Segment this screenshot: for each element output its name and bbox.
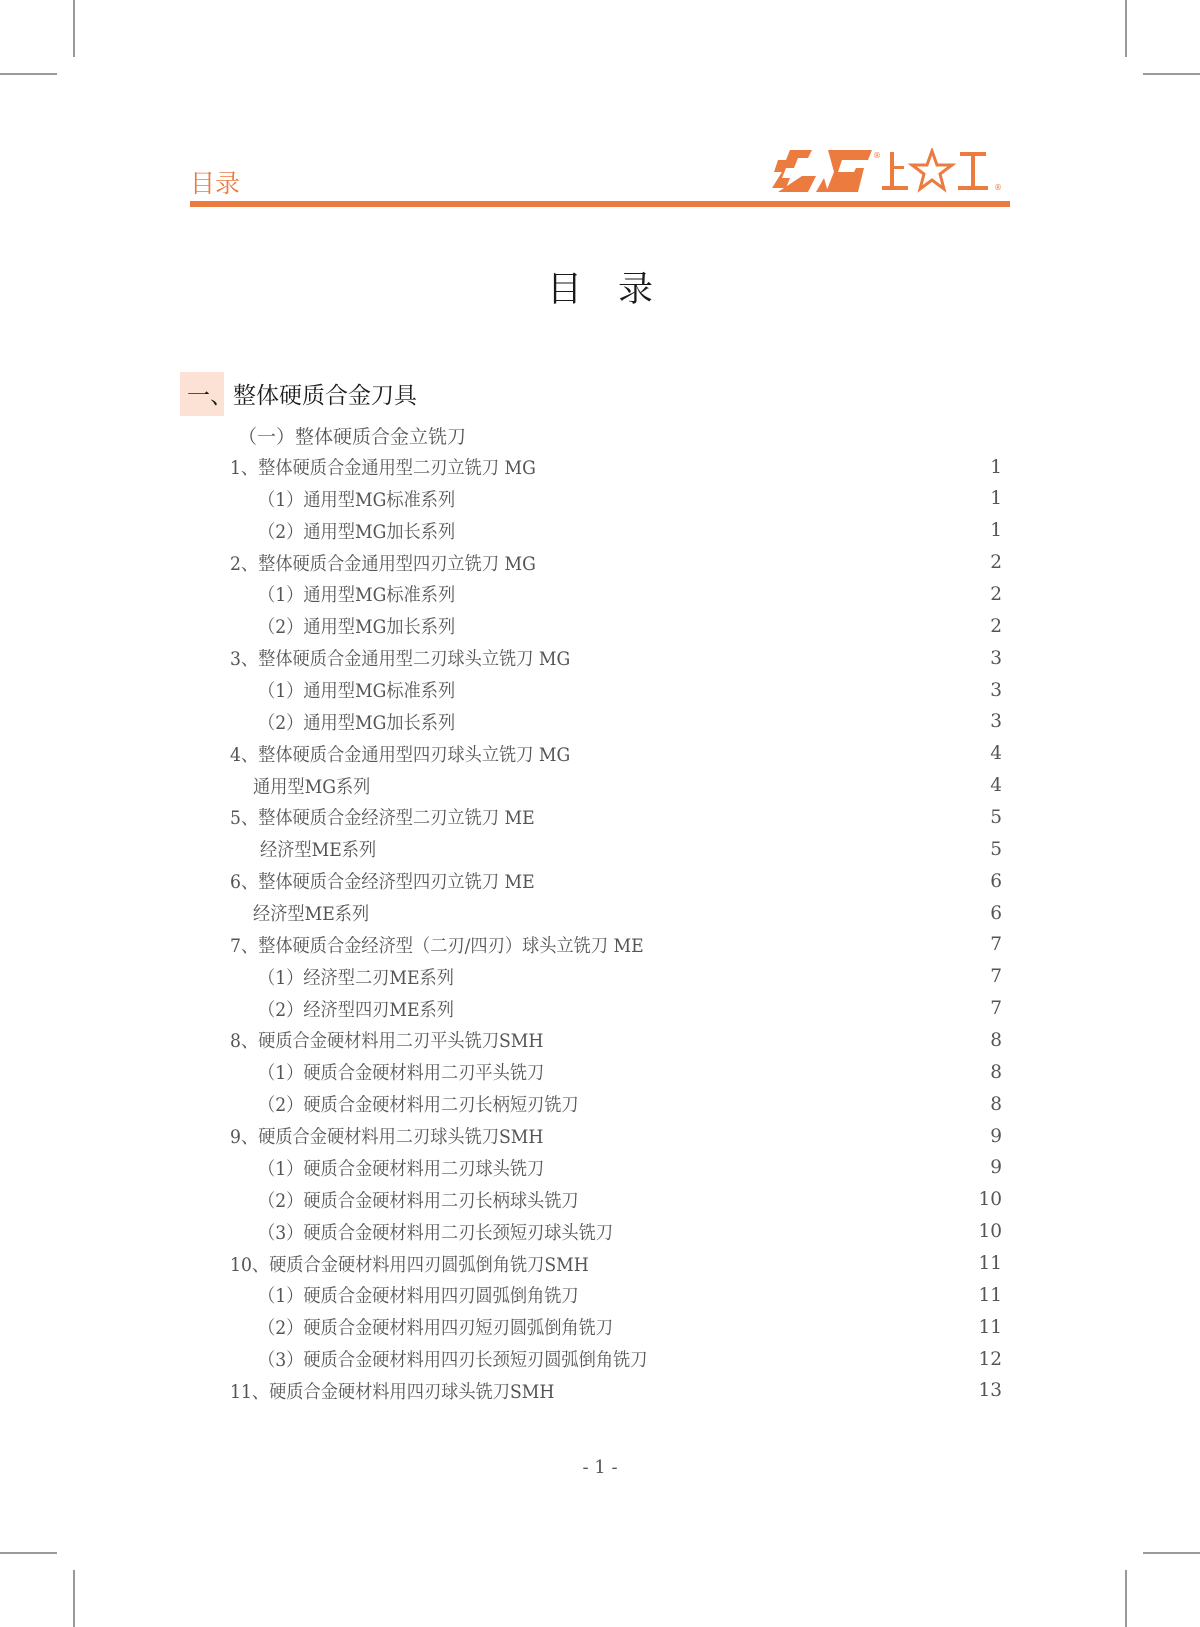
- toc-leader-dots: [459, 706, 970, 738]
- toc-page-number: 3: [990, 679, 1002, 701]
- toc-page-number: 1: [990, 488, 1002, 510]
- toc-page-number: 7: [990, 998, 1002, 1020]
- toc-entry-label: （3）硬质合金硬材料用四刃长颈短刃圆弧倒角铣刀: [258, 1350, 648, 1372]
- toc-page-number: 13: [978, 1380, 1002, 1402]
- toc-leader-dots: [548, 1056, 988, 1088]
- sg-logo-icon: [772, 150, 872, 192]
- toc-entry-label: （1）通用型MG标准系列: [258, 681, 456, 703]
- subsection-heading: （一）整体硬质合金立铣刀: [238, 426, 467, 448]
- toc-entry-label: 2、整体硬质合金通用型四刃立铣刀 MG: [230, 553, 536, 575]
- svg-text:®: ®: [873, 151, 881, 160]
- toc-page-number: 11: [978, 1316, 1002, 1338]
- toc-leader-dots: [547, 1120, 988, 1152]
- toc-leader-dots: [538, 865, 970, 897]
- toc-entry-label: （1）硬质合金硬材料用二刃平头铣刀: [258, 1063, 545, 1085]
- toc-entry[interactable]: [230, 1248, 1002, 1280]
- toc-entry[interactable]: [258, 993, 1002, 1025]
- toc-entry-label: 11、硬质合金硬材料用四刃球头铣刀SMH: [230, 1381, 555, 1403]
- toc-page-number: 4: [990, 743, 1002, 765]
- toc-page-number: 10: [978, 1189, 1002, 1211]
- toc-leader-dots: [459, 610, 970, 642]
- crop-mark-tr-v: [1125, 0, 1127, 57]
- toc-entry-label: 经济型ME系列: [260, 840, 377, 862]
- toc-leader-dots: [617, 1216, 961, 1248]
- toc-entry[interactable]: [258, 483, 1002, 515]
- toc-entry-label: 8、硬质合金硬材料用二刃平头铣刀SMH: [230, 1031, 544, 1053]
- toc-entry-label: 5、整体硬质合金经济型二刃立铣刀 ME: [230, 808, 535, 830]
- toc-page-number: 5: [990, 838, 1002, 860]
- toc-leader-dots: [547, 1024, 988, 1056]
- toc-page-number: 4: [990, 775, 1002, 797]
- toc-entry-label: （3）硬质合金硬材料用二刃长颈短刃球头铣刀: [258, 1222, 614, 1244]
- toc-leader-dots: [574, 738, 970, 770]
- toc-page-number: 1: [990, 456, 1002, 478]
- toc-entry[interactable]: [258, 1184, 1002, 1216]
- toc-leader-dots: [538, 801, 970, 833]
- svg-text:®: ®: [994, 183, 1002, 192]
- toc-entry-label: 经济型ME系列: [253, 904, 370, 926]
- toc-entry[interactable]: [258, 706, 1002, 738]
- toc-entry[interactable]: [258, 961, 1002, 993]
- page-title: 目录: [546, 270, 689, 310]
- toc-page-number: 2: [990, 583, 1002, 605]
- toc-entry-label: （2）硬质合金硬材料用四刃短刃圆弧倒角铣刀: [258, 1318, 614, 1340]
- toc-leader-dots: [582, 1184, 960, 1216]
- crop-mark-bl-h: [0, 1552, 57, 1554]
- star-icon: [912, 151, 952, 189]
- crop-mark-br-v: [1125, 1570, 1127, 1627]
- toc-leader-dots: [574, 642, 970, 674]
- toc-leader-dots: [558, 1375, 960, 1407]
- toc-entry[interactable]: [230, 801, 1002, 833]
- toc-leader-dots: [458, 961, 970, 993]
- toc-entry[interactable]: [258, 610, 1002, 642]
- toc-entry-label: 3、整体硬质合金通用型二刃球头立铣刀 MG: [230, 649, 571, 671]
- toc-leader-dots: [459, 578, 970, 610]
- toc-entry[interactable]: [260, 833, 1002, 865]
- toc-leader-dots: [593, 1248, 961, 1280]
- toc-page-number: 7: [990, 934, 1002, 956]
- toc-page-number: 9: [990, 1125, 1002, 1147]
- toc-entry[interactable]: [230, 1120, 1002, 1152]
- toc-leader-dots: [651, 1343, 960, 1375]
- toc-entry[interactable]: [258, 1343, 1002, 1375]
- toc-page-number: 5: [990, 806, 1002, 828]
- toc-entry-label: 7、整体硬质合金经济型（二刃/四刃）球头立铣刀 ME: [230, 935, 644, 957]
- toc-leader-dots: [380, 833, 970, 865]
- toc-page-number: 6: [990, 870, 1002, 892]
- toc-leader-dots: [373, 897, 970, 929]
- toc-page-number: 3: [990, 647, 1002, 669]
- toc-leader-dots: [540, 451, 970, 483]
- toc-entry-label: 1、整体硬质合金通用型二刃立铣刀 MG: [230, 458, 536, 479]
- header-rule: [190, 201, 1010, 207]
- toc-entry[interactable]: [253, 770, 1002, 802]
- toc-entry-label: （2）通用型MG加长系列: [258, 521, 456, 543]
- toc-entry-label: （1）通用型MG标准系列: [258, 585, 456, 607]
- toc-page-number: 8: [990, 1061, 1002, 1083]
- toc-entry-label: 4、整体硬质合金通用型四刃球头立铣刀 MG: [230, 744, 571, 766]
- toc-page-number: 9: [990, 1157, 1002, 1179]
- toc-entry-label: （1）通用型MG标准系列: [258, 489, 456, 511]
- toc-leader-dots: [617, 1311, 961, 1343]
- brand-logo: [772, 148, 1012, 194]
- toc-page-number: 11: [978, 1284, 1002, 1306]
- running-header-label: 目录: [190, 169, 241, 198]
- section-title: 一、整体硬质合金刀具: [187, 383, 417, 409]
- crop-mark-br-h: [1143, 1552, 1200, 1554]
- toc-entry[interactable]: [258, 1216, 1002, 1248]
- toc-entry-label: （2）通用型MG加长系列: [258, 712, 456, 734]
- toc-leader-dots: [458, 993, 988, 1025]
- toc-entry[interactable]: [230, 1375, 1002, 1407]
- toc-entry-label: （1）硬质合金硬材料用二刃球头铣刀: [258, 1158, 545, 1180]
- toc-leader-dots: [582, 1279, 960, 1311]
- toc-entry-label: （2）通用型MG加长系列: [258, 617, 456, 639]
- toc-entry[interactable]: [258, 578, 1002, 610]
- toc-entry-label: 9、硬质合金硬材料用二刃球头铣刀SMH: [230, 1127, 544, 1149]
- toc-entry[interactable]: [258, 1279, 1002, 1311]
- toc-entry[interactable]: [230, 451, 1002, 483]
- toc-entry[interactable]: [230, 1024, 1002, 1056]
- toc-entry[interactable]: [230, 547, 1002, 579]
- toc-leader-dots: [375, 770, 970, 802]
- toc-entry[interactable]: [230, 738, 1002, 770]
- toc-entry[interactable]: [230, 865, 1002, 897]
- toc-entry[interactable]: [230, 929, 1002, 961]
- toc-entry[interactable]: [258, 515, 1002, 547]
- toc-page-number: 2: [990, 552, 1002, 574]
- toc-page-number: 12: [978, 1348, 1002, 1370]
- toc-entry[interactable]: [258, 1088, 1002, 1120]
- toc-entry[interactable]: [258, 1311, 1002, 1343]
- toc-entry[interactable]: [258, 674, 1002, 706]
- toc-page-number: 8: [990, 1029, 1002, 1051]
- toc-entry[interactable]: [230, 642, 1002, 674]
- toc-leader-dots: [548, 1152, 988, 1184]
- crop-mark-bl-v: [73, 1570, 75, 1627]
- crop-mark-tl-h: [0, 73, 57, 75]
- toc-leader-dots: [459, 483, 970, 515]
- toc-entry-label: （1）经济型二刃ME系列: [258, 967, 454, 989]
- toc-page-number: 10: [978, 1221, 1002, 1243]
- toc-entry-label: （2）硬质合金硬材料用二刃长柄球头铣刀: [258, 1190, 579, 1212]
- toc-entry-label: （2）硬质合金硬材料用二刃长柄短刃铣刀: [258, 1095, 579, 1117]
- toc-entry[interactable]: [258, 1152, 1002, 1184]
- shanggong-logo-icon: [882, 152, 908, 190]
- toc-entry-label: 10、硬质合金硬材料用四刃圆弧倒角铣刀SMH: [230, 1254, 589, 1276]
- toc-entry-label: （2）经济型四刃ME系列: [258, 999, 454, 1021]
- toc-entry-label: 6、整体硬质合金经济型四刃立铣刀 ME: [230, 872, 535, 894]
- toc-leader-dots: [540, 547, 970, 579]
- toc-entry-label: 通用型MG系列: [253, 776, 371, 798]
- toc-page-number: 11: [978, 1253, 1002, 1274]
- toc-page-number: 8: [990, 1093, 1002, 1115]
- crop-mark-tr-h: [1143, 73, 1200, 75]
- crop-mark-tl-v: [73, 0, 75, 57]
- page-number: - 1 -: [582, 1457, 618, 1478]
- toc-leader-dots: [459, 674, 970, 706]
- toc-page-number: 1: [990, 520, 1002, 542]
- toc-page-number: 2: [990, 615, 1002, 637]
- toc-leader-dots: [459, 515, 970, 547]
- toc-entry[interactable]: [258, 1056, 1002, 1088]
- toc-leader-dots: [648, 929, 988, 961]
- toc-page-number: 3: [990, 711, 1002, 733]
- toc-entry[interactable]: [253, 897, 1002, 929]
- toc-page-number: 7: [990, 966, 1002, 988]
- toc-page-number: 6: [990, 902, 1002, 924]
- toc-leader-dots: [582, 1088, 988, 1120]
- toc-entry-label: （1）硬质合金硬材料用四刃圆弧倒角铣刀: [258, 1286, 579, 1308]
